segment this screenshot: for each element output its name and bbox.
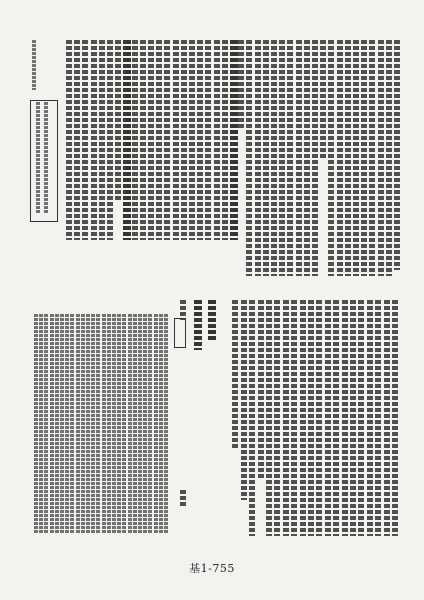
text-column [156, 40, 162, 240]
text-column [325, 300, 331, 536]
text-column [386, 40, 392, 276]
text-column [361, 40, 367, 276]
text-column [164, 40, 170, 240]
text-column [138, 314, 142, 534]
text-column [208, 300, 216, 340]
text-column [232, 300, 238, 450]
text-column [358, 300, 364, 536]
text-column [312, 40, 318, 276]
text-column [353, 40, 359, 276]
text-column [173, 40, 179, 240]
text-column [180, 300, 186, 320]
text-column [60, 314, 64, 534]
text-column [123, 40, 131, 240]
text-column [205, 40, 211, 240]
section-marker-box [174, 318, 186, 348]
text-column [128, 314, 132, 534]
text-column [333, 300, 339, 536]
text-column [304, 40, 310, 276]
text-column [44, 314, 48, 534]
text-column [189, 40, 195, 240]
text-column [148, 314, 152, 534]
text-column [39, 314, 43, 534]
text-column [337, 40, 343, 276]
text-column [367, 300, 373, 536]
text-column [308, 300, 314, 536]
text-column [148, 40, 154, 240]
text-column [287, 40, 293, 276]
text-column [342, 300, 348, 536]
text-column [81, 314, 85, 534]
text-column [291, 300, 297, 536]
text-column [70, 314, 74, 534]
text-column [320, 40, 326, 160]
text-column [107, 40, 113, 240]
text-column [91, 40, 97, 240]
text-column [266, 300, 272, 536]
text-column [102, 314, 106, 534]
text-column [99, 40, 105, 240]
text-column [384, 300, 390, 536]
text-column [271, 40, 277, 276]
lower-right-text-block [230, 300, 402, 540]
text-column [394, 40, 400, 270]
text-column [164, 314, 168, 534]
text-column [112, 314, 116, 534]
text-column [65, 314, 69, 534]
text-column [143, 314, 147, 534]
text-column [316, 300, 322, 536]
text-column [74, 40, 80, 240]
lower-left-text-block [30, 300, 220, 540]
text-column [159, 314, 163, 534]
text-column [76, 314, 80, 534]
text-column [255, 40, 261, 276]
text-column [197, 40, 203, 240]
text-column [328, 40, 334, 276]
text-column [154, 314, 158, 534]
text-column [241, 300, 247, 500]
text-column [230, 40, 238, 240]
text-column [296, 40, 302, 276]
text-column [283, 300, 289, 536]
text-column [274, 300, 280, 536]
text-column [140, 40, 146, 240]
text-column [214, 40, 220, 240]
text-column [66, 40, 72, 240]
text-column [82, 40, 88, 240]
text-column [50, 314, 54, 534]
page-number: 基1-755 [189, 562, 235, 575]
text-column [107, 314, 111, 534]
text-column [263, 40, 269, 276]
text-column [34, 314, 38, 534]
text-column [91, 314, 95, 534]
upper-text-block [30, 40, 402, 278]
text-column [222, 40, 228, 240]
upper-left-note-box [30, 100, 58, 222]
text-column [249, 300, 255, 536]
text-column [258, 300, 264, 480]
text-column [378, 40, 384, 276]
text-column [55, 314, 59, 534]
text-column [345, 40, 351, 276]
text-column [194, 300, 202, 350]
text-column [32, 40, 36, 90]
text-column [96, 314, 100, 534]
text-column [300, 300, 306, 536]
text-column [86, 314, 90, 534]
text-column [350, 300, 356, 536]
text-column [238, 40, 244, 130]
text-column [279, 40, 285, 276]
text-column [180, 490, 186, 508]
text-column [369, 40, 375, 276]
text-column [117, 314, 121, 534]
text-column [375, 300, 381, 536]
text-column [115, 40, 121, 200]
text-column [246, 40, 252, 276]
text-column [181, 40, 187, 240]
text-column [133, 314, 137, 534]
text-column [132, 40, 138, 240]
text-column [392, 300, 398, 536]
text-column [122, 314, 126, 534]
